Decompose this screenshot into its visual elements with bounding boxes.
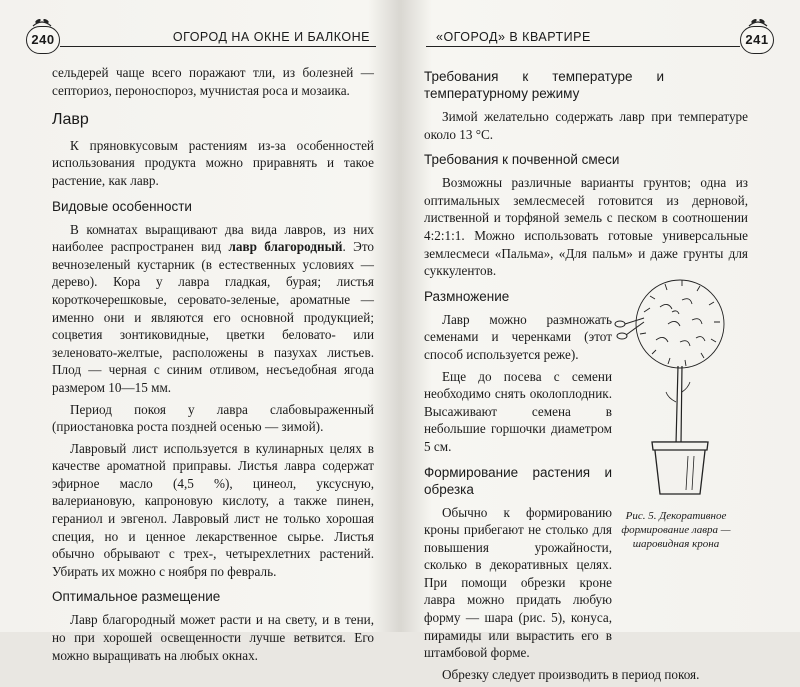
continuation-paragraph: сельдерей чаще всего поражают тли, из болезней — септориоз, пероноспороз, мучнистая роса и мозаика. xyxy=(52,65,374,98)
placement-paragraph: Лавр благородный может расти и на свету, и в тени, но при хорошей освещенности лучше ветвится. Его можно выращивать на любых окнах. xyxy=(52,612,374,663)
intro-paragraph: К пряновкусовым растениям из-за особенностей использования продукта можно приравнять и такое растение, как лавр. xyxy=(52,137,374,188)
species-paragraph-1: В комнатах выращивают два вида лавров, из них наиболее распространен вид лавр благородный. Это вечнозеленый кустарник (в естественных условиях — дерево). Кора у лавра гладкая, бурая; листья короткочерешковые, серовато-зеленые, ароматные — именно они и являются его основной продукцией; соцветия зонтиковидные, цветки беловато- или зеленовато-желтые, расположены в пазухах листьев. Плод — черная с синим отливом, несъедобная ягода размером 10—15 мм. xyxy=(52,221,375,395)
temperature-paragraph: Зимой желательно содержать лавр при температуре около 13 °С. xyxy=(424,109,748,142)
right-header xyxy=(426,26,774,56)
left-page xyxy=(0,0,400,663)
heading-forming: Формирование растения и обрезка xyxy=(424,464,612,497)
left-header xyxy=(26,26,376,56)
reproduction-paragraph-1: Лавр можно размножать семенами и черенками (этот способ используется реже). xyxy=(424,311,612,362)
figure-5 xyxy=(610,262,742,551)
heading-reproduction: Размножение xyxy=(424,288,510,304)
bold-term: лавр благородный xyxy=(228,239,343,255)
heading-placement: Оптимальное размещение xyxy=(52,589,221,605)
heading-soil: Требования к почвенной смеси xyxy=(424,152,620,168)
page-number: 241 xyxy=(740,26,774,54)
section-title: Лавр xyxy=(52,111,89,129)
header-rule xyxy=(426,46,740,47)
heading-species: Видовые особенности xyxy=(52,198,192,214)
species-paragraph-3: Лавровый лист используется в кулинарных целях в качестве ароматной приправы. Листья лавра содержат эфирное масло (4,5 %), цинеол, уксусную, валериановую, капроновую кислоту, а также пинен, гераниол и эвгенол. Лавровый лист не только хорошая специя, но и ценное лекарственное сырье. Листья обычно обрывают с трех-, четырехлетних растений. Убирать их можно с ноября по февраль. xyxy=(52,440,374,579)
wrapped-text xyxy=(424,311,612,662)
pruning-paragraph: Обрезку следует производить в период покоя. xyxy=(442,666,700,682)
heading-temperature: Требования к температуре и температурному режиму xyxy=(424,69,664,101)
forming-paragraph: Обычно к формированию кроны прибегают не столько для повышения урожайности, сколько в декоративных целях. При помощи обрезки кроне лавра можно придать любую форму — шара (рис. 5), конуса, пирамиды или вырастить его в штамбовой форме. xyxy=(424,504,612,661)
page-number: 240 xyxy=(26,26,60,54)
header-rule xyxy=(60,46,376,47)
left-body xyxy=(52,64,374,668)
figure-caption: Рис. 5. Декоративное формирование лавра — шаровидная крона xyxy=(621,510,731,550)
soil-paragraph: Возможны различные варианты грунтов; одна из оптимальных землесмесей готовится из дерновой, лиственной и торфяной земель с песком в соотношении 4:2:1:1. Можно использовать готовые универсальные землесмеси «Пальма», «Для пальм» и даже грунты для суккулентов. xyxy=(424,175,748,279)
laurel-tree-illustration xyxy=(610,262,742,498)
reproduction-paragraph-2: Еще до посева с семени необходимо снять околоплодник. Высаживают семена в небольшие горшочки диаметром 5 см. xyxy=(424,368,612,454)
right-page xyxy=(402,0,800,682)
running-head: «ОГОРОД» В КВАРТИРЕ xyxy=(436,30,591,44)
running-head: ОГОРОД НА ОКНЕ И БАЛКОНЕ xyxy=(172,30,370,44)
species-paragraph-2: Период покоя у лавра слабовыраженный (приостановка роста поздней осенью — зимой). xyxy=(52,401,374,435)
